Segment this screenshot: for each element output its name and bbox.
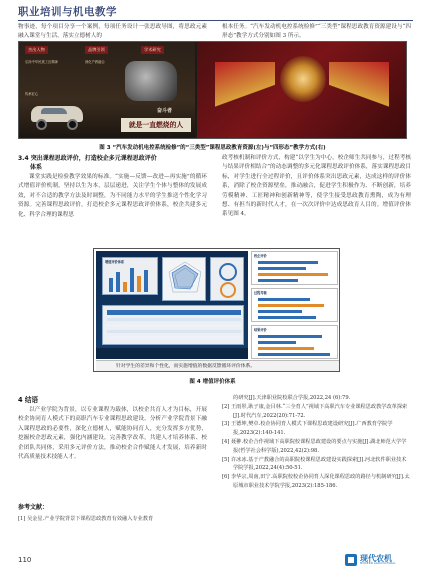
figure-4-side-panel-3: 结果评价: [251, 325, 338, 359]
figure-4-bar-graphic: [103, 258, 159, 296]
figure-4-stat-graphic: [211, 258, 245, 302]
references-right: [222, 394, 411, 491]
figure-4-side-bars-1: [252, 252, 339, 286]
figure-3-text-1: 弘扬中华民族工匠精神: [25, 60, 58, 64]
vintage-car-illustration: [27, 100, 87, 130]
top-left-text: 物事迹，每个项目分享一个案例，每项任务设计一张思政导图，将思政元素融入课堂与生活，落实立德树人的: [18, 24, 207, 40]
figure-4-banner: [96, 348, 248, 359]
journal-section-title: 职业培训与机电教学: [18, 6, 117, 18]
header-rule: [18, 20, 413, 21]
figure-4-radar-panel: [162, 257, 206, 301]
ribbon-right-graphic: [329, 62, 389, 114]
slogan-banner: 就是一直燃烧的人: [121, 118, 191, 132]
figure-3-text-3: 传承匠心: [25, 92, 39, 96]
figure-4-table-panel: [102, 305, 244, 345]
figure-4-side-bars-2: [252, 289, 339, 323]
section-3-4-left-paragraph: 课堂实践是检验教学效果的标准。“实施—反馈—改进—再实施”的循环式增值评价机制，坚持以生为本，层层递进，关注学生个体与整体的发展成效，对不合适的教学方法及时调整，为不同能力水平的学生推送个性化学习资源。完善课程思政评价，打造校企多元课程思政评价体系，校企共建多元化、科学合理的课程思: [18, 174, 207, 218]
ribbon-left-graphic: [215, 62, 275, 114]
figure-3-image: [18, 41, 407, 139]
section-4-title: 4 结语: [18, 396, 39, 404]
references-left: [18, 515, 207, 524]
page-number: 110: [18, 556, 32, 564]
reference-6: [6] 李华宗,周南,田宁.高职院校校企协同育人深化课程思政的路径与机制研究[J].太原城市职业技术学院学报,2023(2):185-186.: [222, 474, 410, 489]
top-right-text: 根本任务。“汽车发动机电控系统检修”“三类型”课程思政教育资源建设与“四形态”教学方式分别如图 3 所示。: [222, 24, 411, 40]
figure-3-caption: 图 3 “汽车发动机电控系统检修”的“三类型”课程思政教育资源(左)与“四形态”教学方式(右): [99, 145, 326, 151]
reference-1: [1] 吴金星.产业学院背景下课程思政教育有效融入专业教育: [18, 516, 154, 522]
section-3-4-right-paragraph: 政考核机制和评价方式，构建“以学生为中心，校企师生共同参与，过程考核与结果评价相结合”的动态调整的多元化课程思政评价体系，落实课程思政目标，对学生进行全过程评价，且评价体系突出思政元素，达成这样的评价体系，消除了校企资源壁垒，推动融合，促进学生积极作为、不断创新，培养劳模精神、工匠精神和创新精神等，使学生接受思政教育熏陶，成为有理想、有担当的新时代人才，在一次次评价中达成思政育人目的。增值评价体系见图 4。: [222, 155, 411, 218]
reference-5: [5] 许冰冰.基于产教融合的高职院校课程思政建设实践探索[J].河北软件职业技术学院学报,2022,24(4):50-51.: [222, 456, 407, 472]
section-4-paragraph: 以产业学院为背景，以专业课程为载体，以校企共育人才为目标，开展校企协同育人模式下的高职汽车专业课程思政建设。分析产业学院背景下融入课程思政的必要性，深化立德树人，赋能协同育人，充分发挥多方优势，挖掘校企思政元素，强化内涵建设，完善教学改革，共建人才培养体系、校企团队共同体，采用多元评价方法，推动校企合作赋能人才发展，培养新时代高质量技术技能人才。: [18, 407, 207, 461]
figure-3-label-3: 学术研究: [141, 46, 164, 54]
reference-4: [4] 聂翀.校企合作视域下高职院校课程思政建设的要点与实施[J].湖北师范大学学报(哲学社会科学版),2022,42(2):98.: [222, 438, 407, 454]
section-3-4-heading: 3.4 突出课程思政评价，打造校企多元课程思政评价 体系: [18, 155, 157, 172]
figure-4-caption: 图 4 增值评价体系: [189, 379, 236, 385]
engine-illustration: [125, 61, 177, 101]
figure-4-side-panel-1: 校企评价: [251, 251, 338, 285]
figure-4-note: 针对学生的差异和个性化，而实施增值的数据反馈循环评价体系。: [96, 360, 339, 371]
figure-4-radar-graphic: [163, 258, 207, 302]
slogan-top: 奋斗者: [157, 108, 173, 114]
emblem-graphic: [280, 56, 326, 102]
reference-3: [3] 王德坤,樊卓.校企协同育人模式下课程思政建设研究[J].广西教育学院学报,2023(2):140-141.: [222, 421, 393, 437]
reference-1-continued: 的研究[J].天津职业院校联合学报,2022,24 (6):79.: [233, 395, 351, 401]
figure-4-bar-panel: 增值评价体系: [102, 257, 158, 295]
figure-4-side-bars-3: [252, 326, 339, 360]
figure-4-table-graphic: [103, 306, 245, 346]
figure-4-side-panel-2: 过程考核: [251, 288, 338, 322]
figure-3-label-2: 品牌引领: [85, 46, 108, 54]
figure-3-right-panel: [197, 42, 407, 139]
page-header: [18, 4, 413, 20]
reference-2: [2] 王雨彤,耿子康,金目林.“三全育人”视域下高职汽车专业课程思政教学改革探索[J].时代汽车,2022(20):71-72.: [222, 403, 408, 419]
figure-4-image: [93, 248, 340, 372]
figure-4-main-panel: [96, 251, 248, 359]
logo-mark-icon: [344, 553, 358, 567]
figure-3-label-1: 杰出人物: [25, 46, 48, 54]
references-title: 参考文献：: [18, 504, 49, 511]
figure-4-side-panels: [251, 251, 338, 359]
journal-logo: 现代农机 MODERN AGRICULTURAL: [344, 552, 410, 568]
figure-4-stat-panel: [210, 257, 244, 301]
figure-3-text-2: 深化产教融合: [85, 60, 105, 64]
figure-3-left-panel: [19, 42, 195, 139]
